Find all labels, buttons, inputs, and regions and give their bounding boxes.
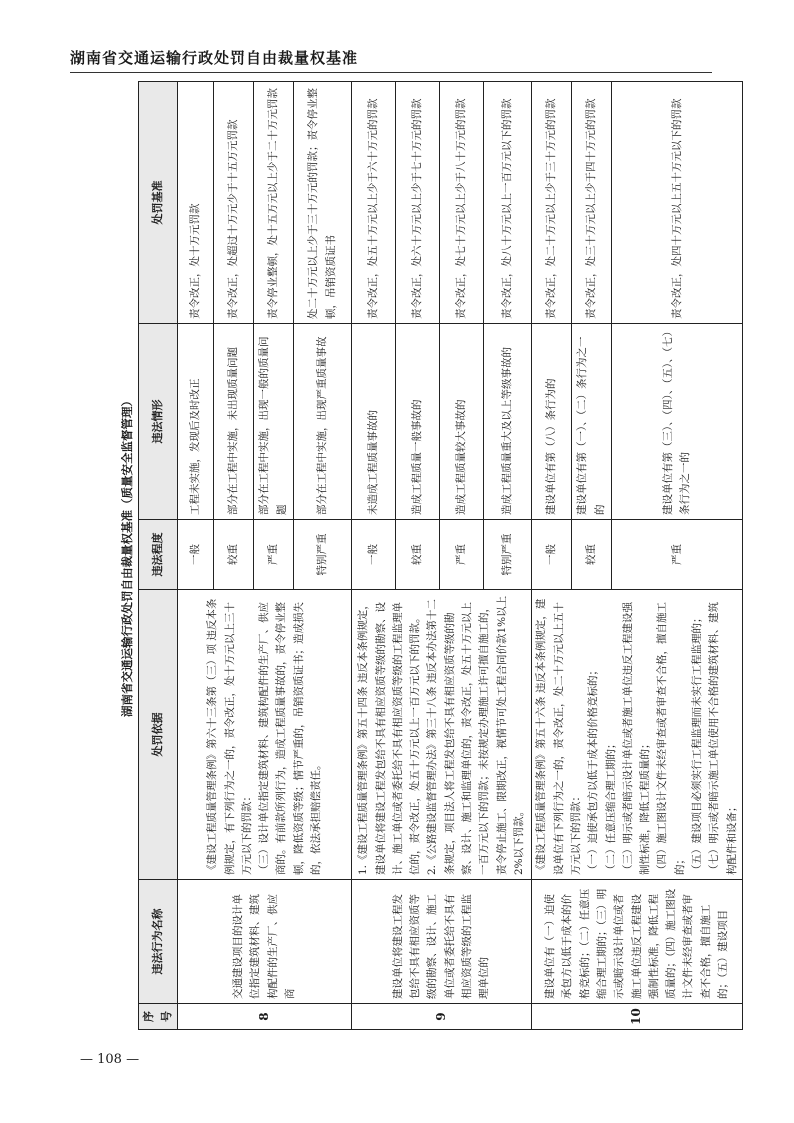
row-number: 10	[532, 1004, 743, 1030]
penalty-standard: 责令改正，处八十万元以上一百万元以下的罚款	[484, 82, 532, 324]
row-number: 9	[352, 1004, 532, 1030]
penalty-standard: 责令改正，处四十万元以上五十万元以下的罚款	[612, 82, 743, 324]
degree-level: 一般	[178, 520, 214, 590]
basis-line: （一）迫使承包方以低于成本的价格竞标的；	[587, 665, 600, 875]
degree-level: 特别严重	[484, 520, 532, 590]
col-header-standard: 处罚基准	[139, 82, 178, 324]
page-number: — 108 —	[80, 1052, 140, 1067]
situation: 部分在工程中实施，出现严重质量事故	[294, 324, 352, 520]
degree-level: 严重	[254, 520, 294, 590]
basis-line: （三）明示或者暗示设计单位或者施工单位违反工程建设强制性标准，降低工程质量的；	[621, 602, 652, 875]
situation: 造成工程质量重大及以上等级事故的	[484, 324, 532, 520]
table-row	[352, 82, 396, 1030]
basis-line: （三）设计单位指定建筑材料、建筑构配件的生产厂、供应商的。有前款所列行为，造成工程质量事故的，责令停业整顿，降低资质等级；情节严重的，吊销资质证书；造成损失的，依法承担赔偿责任。	[258, 602, 323, 875]
col-header-name: 违法行为名称	[139, 880, 178, 1004]
degree-level: 一般	[532, 520, 572, 590]
degree-level: 严重	[612, 520, 743, 590]
degree-level: 特别严重	[294, 520, 352, 590]
penalty-standard: 责令改正，处五十万元以上少于六十万元的罚款	[352, 82, 396, 324]
degree-level: 较重	[396, 520, 440, 590]
basis-line: 1.《建设工程质量管理条例》第五十四条 违反本条例规定，建设单位将建设工程发包给不具有相应资质等级的勘察、设计、施工单位或者委托给不具有相应资质等级的工程监理单位的，责令改正，处五十万元以上一百万元以下的罚款。	[357, 599, 422, 875]
penalty-standard: 责令改正，处二十万元以上少于三十万元的罚款	[532, 82, 572, 324]
situation: 部分在工程中实施，未出现质量问题	[214, 324, 254, 520]
penalty-basis	[178, 590, 352, 880]
penalty-standard: 处二十万元以上少于三十万元的罚款；责令停业整顿，吊销资质证书	[294, 82, 352, 324]
col-header-basis: 处罚依据	[139, 590, 178, 880]
situation: 造成工程质量一般事故的	[396, 324, 440, 520]
violation-name: 建设单位将建设工程发包给不具有相应资质等级的勘察、设计、施工单位或者委托给不具有相应资质等级的工程监理单位的	[352, 880, 532, 1004]
table-caption: 湖南省交通运输行政处罚自由裁量权基准（质量安全监督管理）	[120, 395, 134, 717]
penalty-standard: 责令停业整顿，处十五万元以上少于二十万元罚款	[254, 82, 294, 324]
document-header-title: 湖南省交通运输行政处罚自由裁量权基准	[70, 49, 359, 67]
rotated-table-container	[116, 82, 738, 1030]
basis-line: 《建设工程质量管理条例》第五十六条 违反本条例规定，建设单位有下列行为之一的，责令改正，处二十万元以上五十万元以下的罚款：	[535, 598, 582, 875]
violation-name: 建设单位有（一）迫使承包方以低于成本的价格竞标的；（二）任意压缩合理工期的；（三）明示或暗示设计单位或者施工单位违反工程建设强制性标准，降低工程质量的；（四）施工图设计文件未经审查或者审查不合格，擅自施工的；（五）建设项目	[532, 880, 743, 1004]
header-rule	[70, 72, 712, 73]
col-header-degree: 违法程度	[139, 520, 178, 590]
basis-line: （五）建设项目必须实行工程监理而未实行工程监理的；	[691, 612, 704, 875]
basis-line: （七）明示或者暗示施工单位使用不合格的建筑材料、建筑构配件和设备；	[708, 602, 738, 875]
degree-level: 严重	[440, 520, 484, 590]
basis-line: 2.《公路建设监督管理办法》第三十八条 违反本办法第十二条规定，项目法人将工程发包给不具有相应资质等级的勘察、设计、施工和监理单位的，责令改正，处五十万元以上一百万元以下的罚款；未按规定办理施工许可擅自施工的，责令停止施工、限期改正，视情节可处工程合同价款1%以上2%以下罚款。	[426, 595, 526, 875]
penalty-standard: 责令改正，处十万元罚款	[178, 82, 214, 324]
penalty-basis	[352, 590, 532, 880]
penalty-standard: 责令改正，处七十万元以上少于八十万元的罚款	[440, 82, 484, 324]
situation: 未造成工程质量事故的	[352, 324, 396, 520]
violation-name: 交通建设项目的设计单位指定建筑材料、建筑构配件的生产厂、供应商	[178, 880, 352, 1004]
table-header-row	[139, 82, 178, 1030]
col-header-situation: 违法情形	[139, 324, 178, 520]
degree-level: 较重	[572, 520, 612, 590]
basis-line: （二）任意压缩合理工期的；	[604, 738, 617, 875]
table-row	[178, 82, 214, 1030]
penalty-standard: 责令改正，处三十万元以上少于四十万元的罚款	[572, 82, 612, 324]
row-number: 8	[178, 1004, 352, 1030]
situation: 工程未实施，发现后及时改正	[178, 324, 214, 520]
table-row	[532, 82, 572, 1030]
situation: 建设单位有第（一）、（二）条行为之一的	[572, 324, 612, 520]
basis-line: 《建设工程质量管理条例》第六十三条第（三）项 违反本条例规定，有下列行为之一的，责令改正，处十万元以上三十万元以下的罚款：	[206, 598, 253, 875]
penalty-standards-table	[138, 81, 743, 1030]
situation: 部分在工程中实施，出现一般的质量问题	[254, 324, 294, 520]
penalty-standard: 责令改正，处超过十万元少于十五万元罚款	[214, 82, 254, 324]
penalty-basis	[532, 590, 743, 880]
penalty-standard: 责令改正，处六十万元以上少于七十万元的罚款	[396, 82, 440, 324]
degree-level: 较重	[214, 520, 254, 590]
situation: 建设单位有第（八）条行为的	[532, 324, 572, 520]
degree-level: 一般	[352, 520, 396, 590]
situation: 建设单位有第（三）、（四）、（五）、（七）条行为之一的	[612, 324, 743, 520]
situation: 造成工程质量较大事故的	[440, 324, 484, 520]
col-header-no: 序号	[139, 1004, 178, 1030]
basis-line: （四）施工图设计文件未经审查或者审查不合格，擅自施工的；	[656, 602, 686, 875]
